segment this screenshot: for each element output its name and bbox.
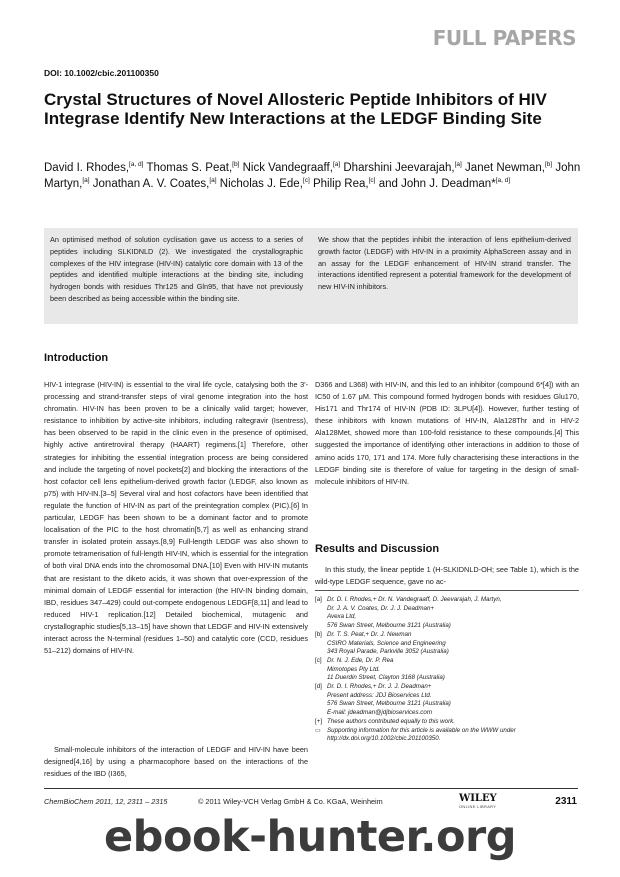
author: Thomas S. Peat,[b] — [146, 161, 240, 174]
affiliation-a: [a] Dr. D. I. Rhodes,+ Dr. N. Vandegraaff, D. Jeevarajah, J. Martyn, Dr. J. A. V. Coates, Dr. J. J. Deadman+ Avexa Ltd, 576 Swan Street, Melbourne 3121 (Australia) — [315, 596, 502, 630]
equal-contribution-note: [+] These authors contributed equally to this work. — [315, 717, 455, 725]
journal-citation: ChemBioChem 2011, 12, 2311 – 2315 — [44, 797, 168, 806]
affiliation-divider — [315, 590, 579, 591]
doi[interactable]: DOI: 10.1002/cbic.201100350 — [44, 68, 159, 78]
affiliations — [315, 596, 581, 744]
author: Dharshini Jeevarajah,[a] — [343, 161, 462, 174]
intro-paragraph-2: Small-molecule inhibitors of the interaction of LEDGF and HIV-IN have been designed[4,16] by using a pharmacophore based on the interactions of the residues of the IBD (I365, — [44, 745, 308, 779]
author: and John J. Deadman*[a, d] — [378, 177, 511, 190]
intro-heading: Introduction — [44, 352, 109, 364]
supporting-info-note[interactable]: ▭ Supporting information for this article is available on the WWW under http://dx.doi.org/10.1002/cbic.201100350. — [315, 726, 516, 743]
wiley-logo: WILEY ONLINE LIBRARY — [459, 793, 497, 809]
author: Philip Rea,[c] — [312, 177, 376, 190]
section-label: FULL PAPERS — [432, 26, 576, 50]
author-list — [44, 160, 584, 192]
watermark: ebook-hunter.org — [104, 812, 516, 862]
footer-divider — [44, 788, 578, 789]
page-number: 2311 — [555, 796, 577, 807]
copyright: © 2011 Wiley-VCH Verlag GmbH & Co. KGaA, Weinheim — [198, 797, 383, 806]
author: Janet Newman,[b] — [465, 161, 553, 174]
author: Nicholas J. Ede,[c] — [219, 177, 310, 190]
intro-paragraph-1: HIV-1 integrase (HIV-IN) is essential to the viral life cycle, catalysing both the 3′-processing and strand-transfer steps of viral genome integration into the host chromatin. HIV-IN has been proven to be a clinically valid target; however, resistance to inhibition by active-site inhibitors, including raltegravir (Isentress), has been observed to be rapid in the clinic even in the presence of optimised, highly active antiretroviral therapy (HAART) regimens.[1] Therefore, other strategies for inhibiting the essential integration process are being considered and include the targeting of novel pockets[2] and blocking the interactions of the host cofactor cell lens epithelium-derived growth factor (LEDGF, also known as p75) with HIV-IN.[3–5] Several viral and host cofactors have been identified that regulate the function of HIV-IN as part of the preintegration complex (PIC).[6] In particular, LEDGF has been shown to be a dominant factor and to promote localisation of the PIC to the host chromatin[5,7] as well as enhancing strand transfer in isolated protein assays.[8,9] Full-length LEDGF was also shown to promote tetramerisation of full-length HIV-IN, which is essential for the integration of both viral DNA ends into the chromosomal DNA.[10] Even with HIV-IN mutants that are resistant to the diketo acids, it was shown that over-expression of the minimal domain of LEDGF essential for interaction (the HIV-IN binding domain, IBD, residues 347–429) could out-compete endogenous LEDGF[8,11] and lead to reduced HIV-1 replication.[12] Detailed biochemical, mutagenic and crystallographic studies[5,13–15] have shown that LEDGF and HIV-IN extensively interact across the N-terminal (residues 1–50) and catalytic core (CCD, residues 51–212) domains of HIV-IN. — [44, 380, 308, 656]
supporting-info-icon: ▭ — [315, 726, 321, 734]
results-heading: Results and Discussion — [315, 543, 440, 555]
abstract-left: An optimised method of solution cyclisation gave us access to a series of peptides including SLKIDNLD (2). We investigated the crystallographic complexes of the HIV integrase (HIV-IN) catalytic core domain with 13 of the peptides and identified multiple interactions at the binding site, including hydrogen bonds with residues Thr125 and Gln95, that have not previously been described as being accessible within the binding site. — [50, 235, 303, 303]
author: David I. Rhodes,[a, d] — [44, 161, 144, 174]
results-paragraph: In this study, the linear peptide 1 (H-SLKIDNLD-OH; see Table 1), which is the wild-type LEDGF sequence, gave no ac- — [315, 565, 579, 587]
author: John Martyn,[a] — [44, 162, 581, 190]
abstract-right: We show that the peptides inhibit the interaction of lens epithelium-derived growth factor (LEDGF) with HIV-IN in a proximity AlphaScreen assay and in an assay for the LEDGF enhancement of HIV-IN strand transfer. The interactions identified represent a potential framework for the development of new HIV-IN inhibitors. — [318, 235, 571, 292]
abstract-box — [44, 228, 578, 324]
affiliation-c: [c] Dr. N. J. Ede, Dr. P. Rea Mimotopes Pty Ltd. 11 Duerdin Street, Clayton 3168 (Australia) — [315, 656, 445, 682]
affiliation-d: [d] Dr. D. I. Rhodes,+ Dr. J. J. Deadman+ Present address: JDJ Bioservices Ltd. 576 Swan Street, Melbourne 3121 (Australia) E-mail: jdeadman@jdjbioservices.com — [315, 683, 451, 717]
author: Nick Vandegraaff,[a] — [242, 161, 341, 174]
article-title: Crystal Structures of Novel Allosteric Peptide Inhibitors of HIV Integrase Identify New Interactions at the LEDGF Binding Site — [44, 90, 547, 128]
author: Jonathan A. V. Coates,[a] — [92, 177, 217, 190]
intro-paragraph-3: D366 and L368) with HIV-IN, and this led to an inhibitor (compound 6*[4]) with an IC50 of 1.67 μM. This compound formed hydrogen bonds with residues Glu170, His171 and Thr174 of HIV-IN (PDB ID: 3LPU[4]). However, further testing of these inhibitors with known mutations of HIV-IN, Ala128Thr and in HIV-2 Ala128Met, showed more than 100-fold resistance to these compounds.[4] This suggested the importance of identifying other interactions in addition to those of amino acids 170, 171 and 174. More fully characterising these interactions in the LEDGF binding site is therefore of value for targeting in the design of small-molecule inhibitors of HIV-IN. — [315, 380, 579, 486]
affiliation-b: [b] Dr. T. S. Peat,+ Dr. J. Newman CSIRO Materials, Science and Engineering 343 Royal Parade, Parkville 3052 (Australia) — [315, 630, 449, 656]
